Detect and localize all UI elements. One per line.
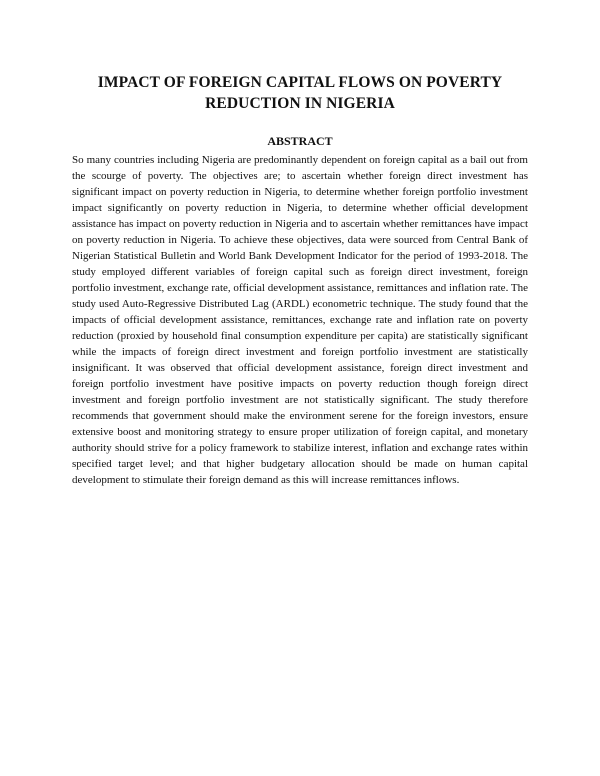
abstract-body: So many countries including Nigeria are predominantly dependent on foreign capital as a bail out from the scourge of poverty. The objectives are; to ascertain whether foreign direct investment has significant impact on poverty reduction in Nigeria, to determine whether foreign portfolio investment impact significantly on poverty reduction in Nigeria, to determine whether official development assistance has impact on poverty reduction in Nigeria and to ascertain whether remittances have impact on poverty reduction in Nigeria. To achieve these objectives, data were sourced from Central Bank of Nigerian Statistical Bulletin and World Bank Development Indicator for the period of 1993-2018. The study employed different variables of foreign capital such as foreign direct investment, foreign portfolio investment, exchange rate, official development assistance, remittances and inflation rate. The study used Auto-Regressive Distributed Lag (ARDL) econometric technique. The study found that the impacts of official development assistance, remittances, exchange rate and inflation rate on poverty reduction (proxied by household final consumption expenditure per capita) are statistically significant while the impacts of foreign direct investment and foreign portfolio investment are statistically insignificant. It was observed that official development assistance, foreign direct investment and foreign portfolio investment have positive impacts on poverty reduction though foreign direct investment and foreign portfolio investment are not statistically significant. The study therefore recommends that government should make the environment serene for the foreign investors, ensure extensive boost and monitoring strategy to ensure proper utilization of foreign capital, and monetary authority should strive for a policy framework to stabilize interest, inflation and exchange rates within specified target level; and that higher budgetary allocation should be made on human capital development to stimulate their foreign demand as this will increase remittances inflows. (72, 154, 528, 486)
paper-title-line-2: REDUCTION IN NIGERIA (205, 95, 395, 112)
paper-title-line-1: IMPACT OF FOREIGN CAPITAL FLOWS ON POVERTY (97, 74, 503, 91)
abstract-heading: ABSTRACT (267, 134, 333, 148)
paper-title (60, 72, 540, 114)
